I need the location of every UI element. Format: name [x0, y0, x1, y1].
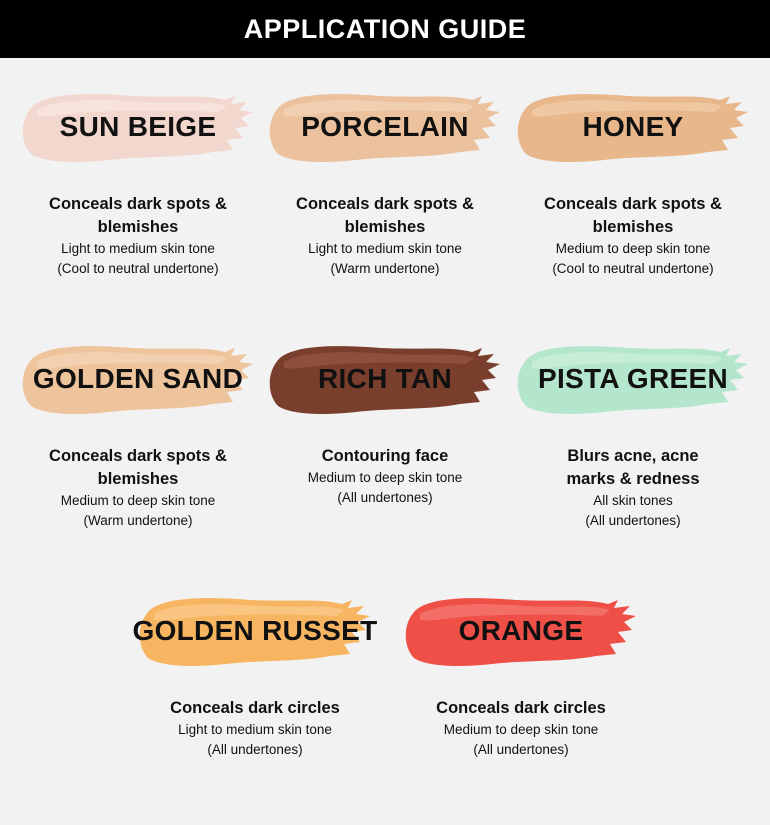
shade-undertone: (Cool to neutral undertone)	[57, 261, 219, 276]
shade-undertone: (Cool to neutral undertone)	[552, 261, 714, 276]
shade-name: HONEY	[582, 111, 684, 142]
shade-description: Conceals dark circles	[436, 699, 606, 717]
shade-tone: Medium to deep skin tone	[60, 493, 216, 508]
shade-name: PISTA GREEN	[538, 363, 728, 394]
shade-card-rich-tan	[260, 338, 510, 573]
shade-description: Conceals dark circles	[170, 699, 340, 717]
shade-tone: Medium to deep skin tone	[443, 722, 599, 737]
shade-description: Conceals dark spots & blemishes	[49, 195, 227, 236]
shade-undertone: (Warm undertone)	[83, 513, 193, 528]
shade-tone: Light to medium skin tone	[61, 241, 215, 256]
shade-tone: Medium to deep skin tone	[555, 241, 711, 256]
shade-undertone: (All undertones)	[337, 490, 433, 505]
shade-undertone: (All undertones)	[207, 742, 303, 757]
shade-name: RICH TAN	[317, 363, 453, 394]
shade-tone: Medium to deep skin tone	[307, 470, 463, 485]
shade-description: Conceals dark spots & blemishes	[296, 195, 474, 236]
shade-card-honey	[508, 86, 758, 321]
shade-tone: Light to medium skin tone	[308, 241, 462, 256]
shade-card-orange	[396, 590, 646, 825]
shade-description: Conceals dark spots & blemishes	[49, 447, 227, 488]
shade-name: ORANGE	[458, 615, 584, 646]
shade-name: PORCELAIN	[301, 111, 469, 142]
shade-card-porcelain	[260, 86, 510, 321]
shade-description: Contouring face	[321, 447, 449, 465]
shade-card-pista-green	[508, 338, 758, 573]
header-bar	[0, 0, 770, 58]
shade-description: Blurs acne, acne marks & redness	[566, 447, 700, 488]
shade-card-sun-beige	[13, 86, 263, 321]
shade-name: SUN BEIGE	[59, 111, 217, 142]
shade-tone: All skin tones	[593, 493, 673, 508]
shade-tone: Light to medium skin tone	[178, 722, 332, 737]
shade-card-golden-russet	[130, 590, 380, 825]
shade-name: GOLDEN RUSSET	[132, 615, 378, 646]
shade-name: GOLDEN SAND	[32, 363, 244, 394]
page-title: APPLICATION GUIDE	[243, 13, 527, 44]
shade-undertone: (All undertones)	[473, 742, 569, 757]
shade-description: Conceals dark spots & blemishes	[544, 195, 722, 236]
shade-undertone: (Warm undertone)	[330, 261, 440, 276]
shade-card-golden-sand	[13, 338, 263, 573]
shade-undertone: (All undertones)	[585, 513, 681, 528]
